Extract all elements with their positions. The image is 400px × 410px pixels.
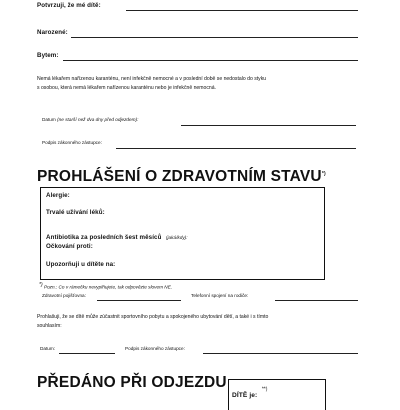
address-label: Bytem: xyxy=(37,52,59,59)
footnote: *) Pozn.: Co v rámečku nevyplňujete, tak odpovězte slovem NE. xyxy=(39,282,173,290)
born-line[interactable] xyxy=(71,37,358,38)
vaccination-label: Očkování proti: xyxy=(46,243,93,250)
child-status-row: DÍTĚ je: **) xyxy=(232,386,268,399)
bottom-date-label: Datum: xyxy=(40,346,56,351)
bottom-date-line[interactable] xyxy=(59,353,115,354)
declaration-text: Nemá lékařem nařízenou karanténu, není infekčně nemocné a v poslední době se nedostalo do styku s osobou, která nemá lékařem nařízenou karanténu nebo je infekčně nemocná. xyxy=(37,76,267,91)
date-label-row xyxy=(42,117,138,122)
born-label: Narozené: xyxy=(37,29,68,36)
phone-line[interactable] xyxy=(275,300,358,301)
date-label: Datum xyxy=(42,117,56,122)
handover-title: PŘEDÁNO PŘI ODJEZDU xyxy=(37,374,227,391)
child-name-line[interactable] xyxy=(126,10,358,11)
notice-label: Upozorňuji u dítěte na: xyxy=(46,261,116,268)
signature-label: Podpis zákonného zástupce: xyxy=(42,140,102,145)
child-name-label: Potvrzuji, že mé dítě: xyxy=(37,2,101,9)
health-title: PROHLÁŠENÍ O ZDRAVOTNÍM STAVU*) xyxy=(37,168,326,185)
insurer-line[interactable] xyxy=(97,300,181,301)
phone-label: Telefonní spojení na rodiče: xyxy=(191,293,249,298)
address-line[interactable] xyxy=(63,60,358,61)
signature-line[interactable] xyxy=(116,148,356,149)
antibiotics-label: Antibiotika za posledních šest měsíců xyxy=(46,234,162,241)
consent-text: Prohlašuji, že se dítě může zúčastnit sportovního pobytu a spokojeného ubytování dětí, a také i s tímto souhlasím: xyxy=(37,314,269,329)
medication-label: Trvalé užívání léků: xyxy=(46,209,105,216)
allergy-label: Alergie: xyxy=(46,192,70,199)
bottom-signature-line[interactable] xyxy=(203,353,358,354)
antibiotics-hint: (jaká/kdy): xyxy=(165,235,188,240)
date-hint: (ne starší než dva dny před odjezdem): xyxy=(57,117,139,122)
antibiotics-row xyxy=(46,226,188,244)
child-status-label: DÍTĚ je: xyxy=(232,392,258,399)
bottom-signature-label: Podpis zákonného zástupce: xyxy=(125,346,185,351)
insurer-label: Zdravotní pojišťovna: xyxy=(42,293,86,298)
date-line[interactable] xyxy=(181,125,356,126)
